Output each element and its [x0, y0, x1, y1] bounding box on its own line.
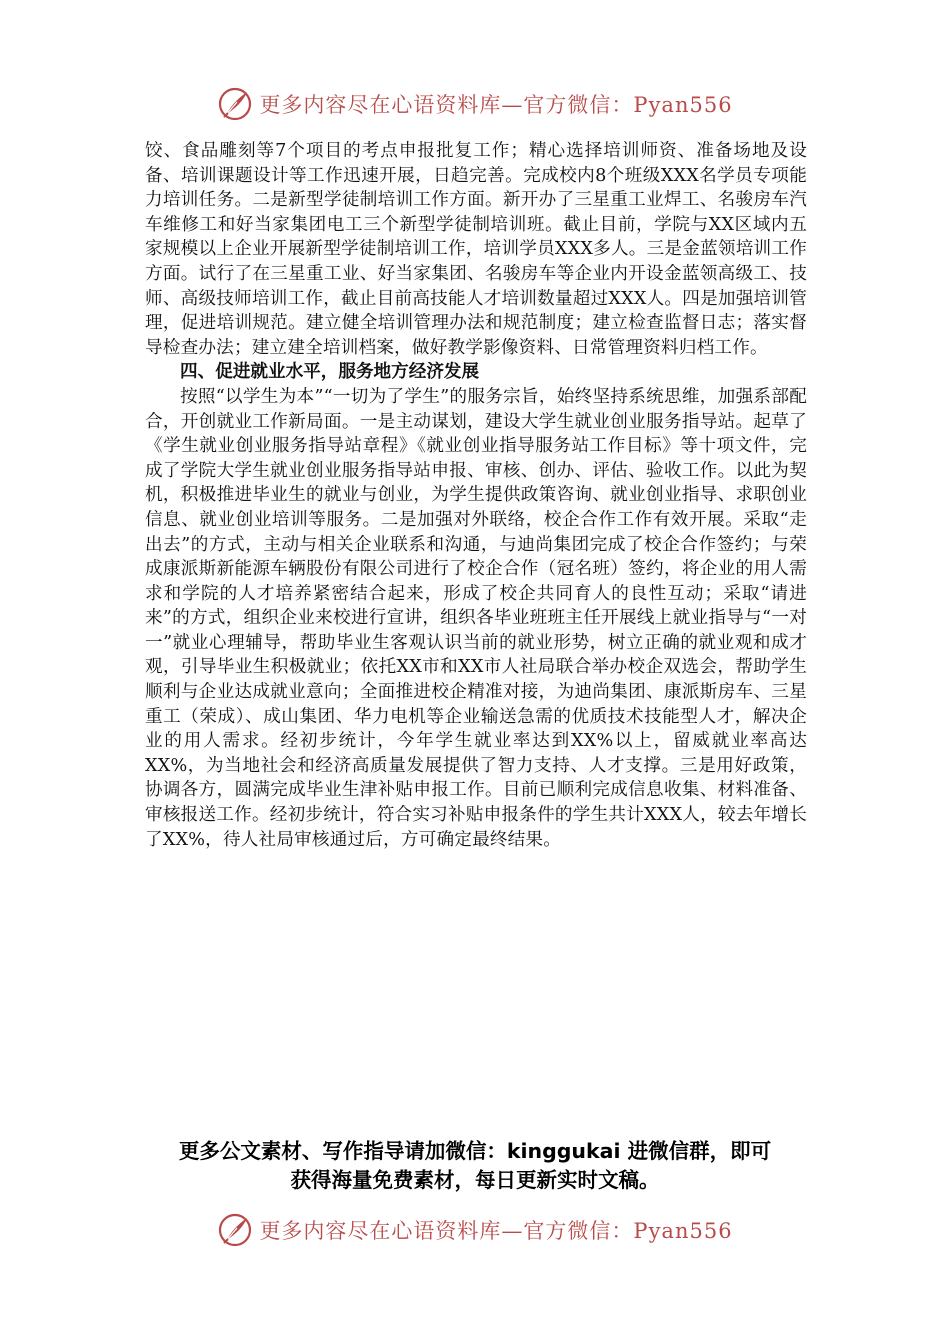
footer-watermark-banner [0, 1210, 950, 1250]
header-watermark-text: 更多内容尽在心语资料库—官方微信：Pyan556 [259, 93, 733, 117]
promo-notice [0, 1137, 950, 1195]
paragraph-employment-work: 按照“以学生为本”“一切为了学生”的服务宗旨，始终坚持系统思维，加强系部配合，开创就业工作新局面。一是主动谋划，建设大学生就业创业服务指导站。起草了《学生就业创业服务指导站章程》《就业创业指导服务站工作目标》等十项文件，完成了学院大学生就业创业服务指导站申报、审核、创办、评估、验收工作。以此为契机，积极推进毕业生的就业与创业，为学生提供政策咨询、就业创业指导、求职创业信息、就业创业培训等服务。二是加强对外联络，校企合作工作有效开展。采取“走出去”的方式，主动与相关企业联系和沟通，与迪尚集团完成了校企合作签约；与荣成康派斯新能源车辆股份有限公司进行了校企合作（冠名班）签约，将企业的用人需求和学院的人才培养紧密结合起来，形成了校企共同育人的良性互动；采取“请进来”的方式，组织企业来校进行宣讲，组织各毕业班班主任开展线上就业指导与“一对一”就业心理辅导，帮助毕业生客观认识当前的就业形势，树立正确的就业观和成才观，引导毕业生积极就业；依托XX市和XX市人社局联合举办校企双选会，帮助学生顺利与企业达成就业意向；全面推进校企精准对接，为迪尚集团、康派斯房车、三星重工（荣成）、成山集团、华力电机等企业输送急需的优质技术技能型人才，解决企业的用人需求。经初步统计，今年学生就业率达到XX%以上，留威就业率高达XX%，为当地社会和经济高质量发展提供了智力支持、人才支撑。三是用好政策，协调各方，圆满完成毕业生津补贴申报工作。目前已顺利完成信息收集、材料准备、审核报送工作。经初步统计，符合实习补贴申报条件的学生共计XXX人，较去年增长了XX%，待人社局审核通过后，方可确定最终结果。 [145, 386, 807, 850]
promo-line-1: 更多公文素材、写作指导请加微信：kinggukai 进微信群，即可 [178, 1139, 772, 1163]
pen-feather-logo-icon [217, 86, 253, 122]
pen-feather-logo-icon [217, 1212, 253, 1248]
section-heading-employment: 四、促进就业水平，服务地方经济发展 [180, 362, 480, 383]
promo-line-2: 获得海量免费素材，每日更新实时文稿。 [290, 1168, 660, 1192]
footer-watermark-text: 更多内容尽在心语资料库—官方微信：Pyan556 [259, 1219, 733, 1243]
header-watermark-banner [0, 84, 950, 124]
paragraph-training-work: 饺、食品雕刻等7个项目的考点申报批复工作；精心选择培训师资、准备场地及设备、培训课题设计等工作迅速开展，日趋完善。完成校内8个班级XXX名学员专项能力培训任务。二是新型学徒制培训工作方面。新开办了三星重工业焊工、名骏房车汽车维修工和好当家集团电工三个新型学徒制培训班。截止目前，学院与XX区域内五家规模以上企业开展新型学徒制培训工作，培训学员XXX多人。三是金蓝领培训工作方面。试行了在三星重工业、好当家集团、名骏房车等企业内开设金蓝领高级工、技师、高级技师培训工作，截止目前高技能人才培训数量超过XXX人。四是加强培训管理，促进培训规范。建立健全培训管理办法和规范制度；建立检查监督日志；落实督导检查办法；建立建全培训档案，做好教学影像资料、日常管理资料归档工作。 [145, 141, 807, 358]
document-body [145, 139, 807, 852]
